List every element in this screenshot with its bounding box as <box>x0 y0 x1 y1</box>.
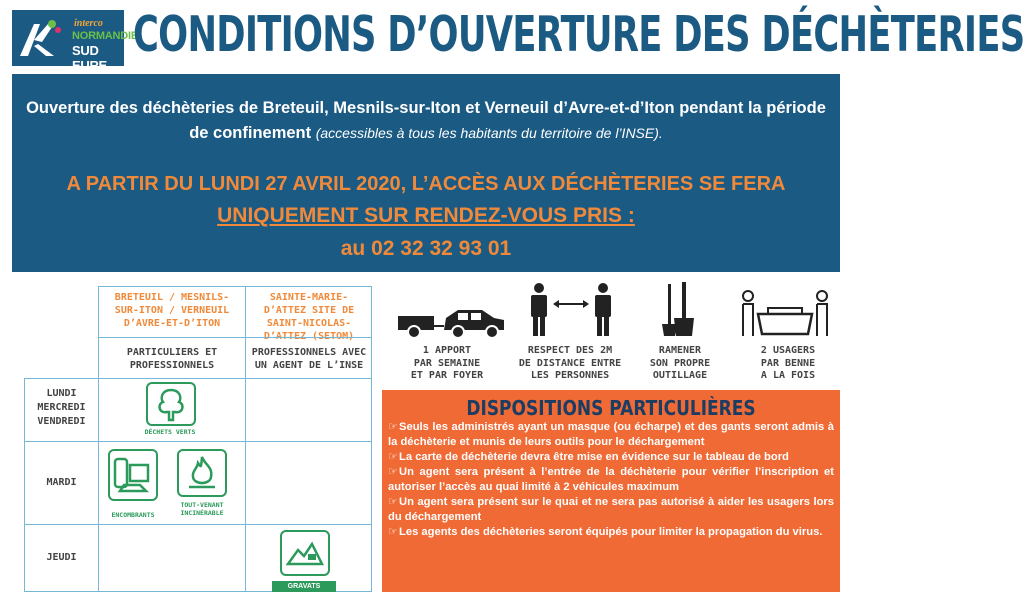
intro-text <box>22 96 830 146</box>
info-banner <box>12 74 840 272</box>
col1-subtitle: PARTICULIERS ET PROFESSIONNELS <box>126 347 218 371</box>
rule-line: LES PERSONNES <box>530 370 610 381</box>
distance-people-icon <box>525 282 617 338</box>
pointing-hand-icon: ☞ <box>388 466 399 478</box>
green-waste-label: DÉCHETS VERTS <box>144 428 196 436</box>
rule-line: 1 APPORT <box>422 345 472 356</box>
alert-line-2: UNIQUEMENT SUR RENDEZ-VOUS PRIS : <box>217 204 635 227</box>
row3-col1-cell <box>98 524 246 592</box>
day-label: VENDREDI <box>37 416 86 427</box>
alert-line-1: A PARTIR DU LUNDI 27 AVRIL 2020, L’ACCÈS AUX DÉCHÈTERIES SE FERA <box>66 173 786 195</box>
logo-line2: NORMANDIE <box>72 30 139 42</box>
intro-main: Ouverture des déchèteries de Breteuil, Mesnils-sur-Iton et Verneuil d’Avre-et-d’Iton pendant la période de confinement <box>26 99 826 142</box>
rule-line: DE DISTANCE ENTRE <box>518 357 622 369</box>
page-title: CONDITIONS D’OUVERTURE DES DÉCHÈTERIES <box>133 6 1024 63</box>
list-item <box>388 420 834 450</box>
tree-icon <box>148 384 194 424</box>
rule-line: RESPECT DES 2M <box>527 345 613 356</box>
day-label: MARDI <box>46 477 77 488</box>
phone-number: au 02 32 32 93 01 <box>340 237 512 260</box>
col2-subtitle: PROFESSIONNELS AVEC UN AGENT DE L’INSE <box>251 347 367 371</box>
incinerable-label-2: INCINÉRABLE <box>180 509 224 517</box>
list-item-text: Les agents des déchèteries seront équipés pour limiter la propagation du virus. <box>399 526 823 538</box>
header <box>0 0 1024 73</box>
rule-line: RAMENER <box>658 345 702 356</box>
list-item-text: La carte de déchèterie devra être mise en évidence sur le tableau de bord <box>399 451 789 463</box>
bulky-picto <box>108 449 158 501</box>
pointing-hand-icon: ☞ <box>388 421 399 433</box>
incinerable-label-1: TOUT-VENANT <box>180 501 224 509</box>
col1-header-cell <box>98 286 246 338</box>
car-trailer-icon <box>396 300 508 342</box>
dispositions-box <box>382 390 840 592</box>
schedule-table <box>24 286 372 592</box>
col2-title: SAINTE-MARIE-D’ATTEZ SITE DE SAINT-NICOLAS-D’ATTEZ (SETOM) <box>263 292 355 342</box>
rule-line: 2 USAGERS <box>760 345 816 356</box>
intro-note: (accessibles à tous les habitants du territoire de l’INSE). <box>315 125 663 141</box>
pointing-hand-icon: ☞ <box>388 526 399 538</box>
bulky-label: ENCOMBRANTS <box>111 511 155 519</box>
incinerable-picto <box>177 449 227 497</box>
rule-line: OUTILLAGE <box>652 370 708 381</box>
row2-col2-cell <box>245 441 372 525</box>
list-item <box>388 525 834 540</box>
rule-one-visit <box>392 345 502 383</box>
day-label: LUNDI <box>46 388 77 399</box>
green-waste-picto <box>146 382 196 426</box>
logo-line3: SUD EURE <box>72 43 107 73</box>
col1-title: BRETEUIL / MESNILS-SUR-ITON / VERNEUIL D’AVRE-ET-D’ITON <box>114 292 230 329</box>
rubble-label: GRAVATS <box>272 581 336 592</box>
dispositions-title: DISPOSITIONS PARTICULIÈRES <box>466 396 756 420</box>
day-label: MERCREDI <box>37 402 86 413</box>
row-day-cell <box>24 524 99 592</box>
inse-logo <box>12 10 139 73</box>
list-item-text: Un agent sera présent à l’entrée de la déchèterie pour vérifier l’inscription et autoriser l’accès au quai limité à 2 véhicules maximum <box>388 466 834 493</box>
list-item <box>388 465 834 495</box>
day-label: JEUDI <box>46 552 77 563</box>
rule-line: A LA FOIS <box>760 370 816 381</box>
rule-line: SON PROPRE <box>649 357 711 369</box>
rule-line: PAR BENNE <box>760 357 816 369</box>
col2-header-cell <box>245 286 372 342</box>
list-item-text: Seuls les administrés ayant un masque (ou écharpe) et des gants seront admis à la déchèterie et munis de leurs outils pour le déchargement <box>388 421 834 448</box>
rule-distance <box>508 345 632 383</box>
bulky-items-icon <box>110 451 156 499</box>
row1-col2-cell <box>245 378 372 442</box>
logo-line1: interco <box>74 18 103 29</box>
list-item <box>388 495 834 525</box>
rule-line: PAR SEMAINE <box>413 357 481 369</box>
rule-two-users <box>738 345 838 383</box>
rule-line: ET PAR FOYER <box>410 370 484 381</box>
col2-subheader-cell <box>245 337 372 379</box>
pointing-hand-icon: ☞ <box>388 451 399 463</box>
row-day-cell <box>24 378 99 442</box>
dispositions-list <box>388 420 834 540</box>
row-day-cell <box>24 441 99 525</box>
rule-own-tools <box>630 345 730 383</box>
flame-icon <box>179 451 225 495</box>
rubble-picto <box>280 530 330 576</box>
rubble-icon <box>282 532 328 574</box>
list-item-text: Un agent sera présent sur le quai et ne sera pas autorisé à aider les usagers lors du déchargement <box>388 496 834 523</box>
two-users-dumpster-icon <box>740 290 830 338</box>
logo-mark-icon <box>16 16 60 60</box>
list-item <box>388 450 834 465</box>
col1-subheader-cell <box>98 337 246 379</box>
tools-icon <box>660 280 700 338</box>
pointing-hand-icon: ☞ <box>388 496 399 508</box>
